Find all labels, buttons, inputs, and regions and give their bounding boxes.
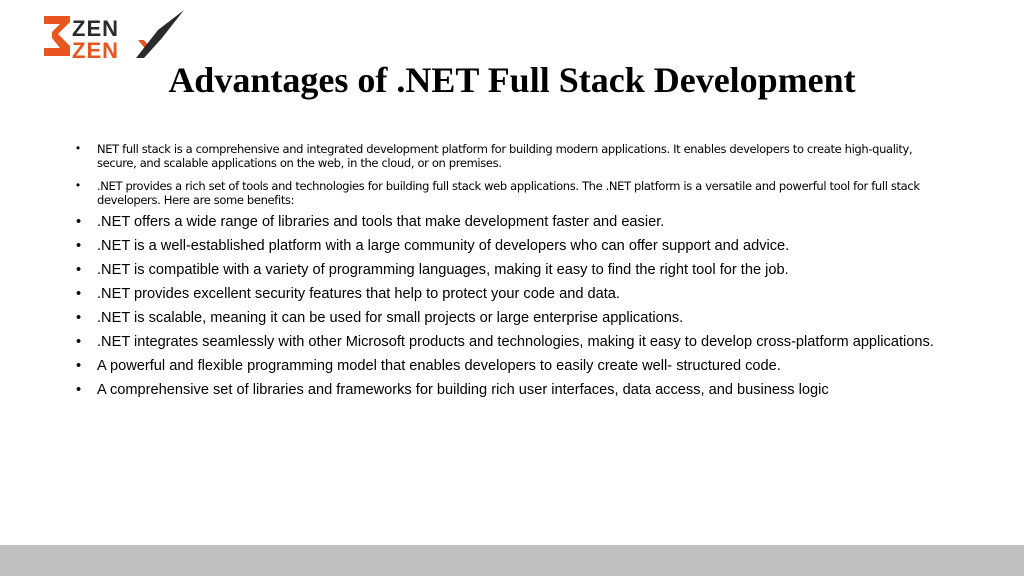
list-item (74, 264, 946, 277)
bullet-marker: • (76, 180, 80, 192)
bullet-text: .NET is compatible with a variety of programming languages, making it easy to find the right tool for the job. (97, 262, 789, 278)
bullet-marker: • (76, 143, 80, 155)
list-item (74, 312, 946, 325)
bullet-text: .NET provides a rich set of tools and technologies for building full stack web applications. The .NET platform is a versatile and powerful tool for full stack developers. Here are some benefits: (97, 179, 920, 207)
bullet-marker: • (76, 334, 82, 350)
bullet-list (74, 142, 946, 408)
zenx-logo-graphic (40, 6, 190, 66)
bullet-marker: • (76, 358, 82, 374)
list-item (74, 142, 946, 170)
bullet-text: A powerful and flexible programming model that enables developers to easily create well- structured code. (97, 358, 781, 374)
list-item (74, 384, 946, 397)
list-item (74, 179, 946, 207)
bullet-text: .NET is a well-established platform with a large community of developers who can offer support and advice. (97, 238, 790, 254)
svg-text:ZEN: ZEN (72, 38, 119, 63)
bullet-marker: • (76, 214, 82, 230)
bullet-marker: • (76, 310, 82, 326)
list-item (74, 360, 946, 373)
slide-title: Advantages of .NET Full Stack Development (168, 60, 856, 100)
svg-text:ZEN: ZEN (72, 16, 119, 41)
bullet-marker: • (76, 286, 82, 302)
list-item (74, 216, 946, 229)
bullet-text: .NET provides excellent security features that help to protect your code and data. (97, 286, 620, 302)
bullet-marker: • (76, 382, 82, 398)
bullet-text: .NET offers a wide range of libraries and tools that make development faster and easier. (97, 214, 665, 230)
bullet-marker: • (76, 238, 82, 254)
list-item (74, 336, 946, 349)
list-item (74, 288, 946, 301)
bullet-text: .NET is scalable, meaning it can be used for small projects or large enterprise applications. (97, 310, 684, 326)
footer-bar (0, 545, 1024, 576)
zenx-logo (40, 6, 190, 66)
bullet-text: .NET integrates seamlessly with other Microsoft products and technologies, making it easy to develop cross-platform applications. (97, 334, 934, 350)
bullet-text: NET full stack is a comprehensive and integrated development platform for building modern applications. It enables developers to create high-quality, secure, and scalable applications on the web, in the cloud, or on premises. (97, 142, 913, 170)
bullet-marker: • (76, 262, 82, 278)
list-item (74, 240, 946, 253)
bullet-text: A comprehensive set of libraries and frameworks for building rich user interfaces, data access, and business logic (97, 382, 829, 398)
